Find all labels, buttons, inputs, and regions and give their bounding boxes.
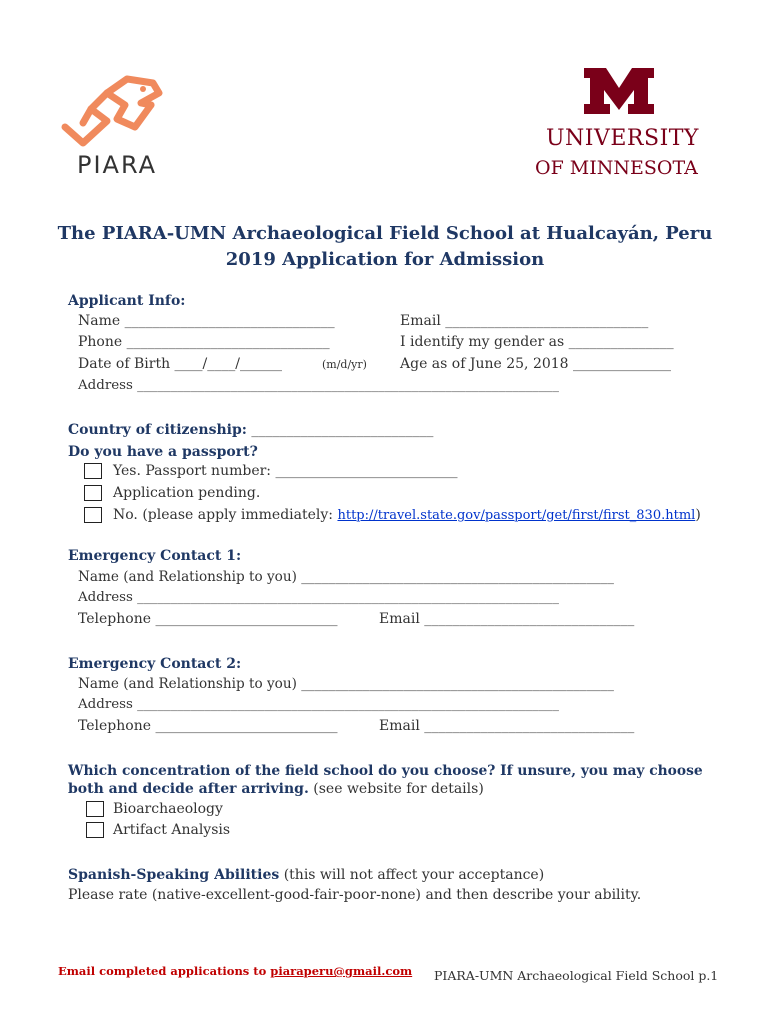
footer-page-label: PIARA-UMN Archaeological Field School p.1	[434, 968, 719, 983]
piara-logo-text: PIARA	[77, 151, 158, 179]
emergency2-heading: Emergency Contact 2:	[68, 656, 242, 672]
emergency1-name-field[interactable]: Name (and Relationship to you) ______________________________________________	[78, 569, 614, 585]
citizenship-label: Country of citizenship:	[68, 422, 247, 438]
applicant-email-field[interactable]: Email _____________________________	[400, 313, 649, 329]
concentration-question-line2-row	[68, 780, 484, 798]
applicant-dob-field[interactable]: Date of Birth ____/____/______	[78, 356, 282, 372]
umn-logo-line1: UNIVERSITY	[546, 126, 699, 151]
spanish-heading: Spanish-Speaking Abilities	[68, 867, 280, 883]
emergency2-name-field[interactable]: Name (and Relationship to you) ______________________________________________	[78, 676, 614, 692]
concentration-question-line2: both and decide after arriving.	[68, 781, 309, 797]
emergency1-address-field[interactable]: Address _______________________________________________________________	[78, 590, 559, 605]
artifact-analysis-checkbox[interactable]	[86, 822, 104, 838]
emergency1-heading: Emergency Contact 1:	[68, 548, 242, 564]
citizenship-row[interactable]	[68, 421, 433, 439]
applicant-info-heading: Applicant Info:	[68, 293, 186, 309]
emergency1-email-field[interactable]: Email ______________________________	[379, 611, 635, 627]
footer-email-link[interactable]: piaraperu@gmail.com	[270, 964, 413, 978]
page-title: The PIARA-UMN Archaeological Field School at Hualcayán, Peru	[57, 223, 713, 244]
emergency2-email-field[interactable]: Email ______________________________	[379, 718, 635, 734]
umn-m-icon	[584, 68, 654, 114]
passport-no-checkbox[interactable]	[84, 507, 102, 523]
passport-info-link[interactable]: http://travel.state.gov/passport/get/first/first_830.html	[337, 508, 696, 523]
emergency2-telephone-field[interactable]: Telephone __________________________	[78, 718, 338, 734]
bioarchaeology-label: Bioarchaeology	[113, 801, 223, 817]
spanish-heading-row	[68, 866, 544, 884]
piara-logo	[55, 65, 165, 185]
applicant-name-field[interactable]: Name ______________________________	[78, 313, 335, 329]
concentration-hint: (see website for details)	[313, 781, 484, 797]
emergency1-telephone-field[interactable]: Telephone __________________________	[78, 611, 338, 627]
applicant-address-field[interactable]: Address _______________________________________________________________	[78, 378, 559, 393]
spanish-hint: (this will not affect your acceptance)	[283, 867, 545, 883]
dob-format-hint: (m/d/yr)	[322, 358, 367, 371]
footer-email-text: Email completed applications to	[58, 964, 271, 978]
applicant-age-field[interactable]: Age as of June 25, 2018 ______________	[400, 356, 672, 372]
passport-no-label	[113, 507, 701, 523]
citizenship-blank[interactable]: __________________________	[251, 422, 434, 438]
artifact-analysis-label: Artifact Analysis	[113, 822, 231, 838]
piara-serpent-icon	[55, 65, 165, 157]
footer-email-note	[58, 964, 412, 978]
passport-pending-label: Application pending.	[113, 485, 261, 501]
umn-logo-line2: OF MINNESOTA	[535, 157, 698, 179]
applicant-gender-field[interactable]: I identify my gender as _______________	[400, 334, 674, 350]
passport-yes-checkbox[interactable]	[84, 463, 102, 479]
concentration-question-line1: Which concentration of the field school do you choose? If unsure, you may choose	[68, 763, 703, 779]
spanish-instruction: Please rate (native-excellent-good-fair-poor-none) and then describe your ability.	[68, 887, 642, 903]
passport-no-close: )	[695, 507, 701, 523]
applicant-phone-field[interactable]: Phone _____________________________	[78, 334, 330, 350]
emergency2-address-field[interactable]: Address _______________________________________________________________	[78, 697, 559, 712]
page-subtitle: 2019 Application for Admission	[225, 249, 545, 270]
passport-no-text: No. (please apply immediately:	[113, 507, 338, 523]
passport-yes-label: Yes. Passport number: __________________________	[113, 463, 458, 479]
bioarchaeology-checkbox[interactable]	[86, 801, 104, 817]
umn-logo	[528, 66, 708, 186]
passport-pending-checkbox[interactable]	[84, 485, 102, 501]
passport-heading: Do you have a passport?	[68, 444, 258, 460]
